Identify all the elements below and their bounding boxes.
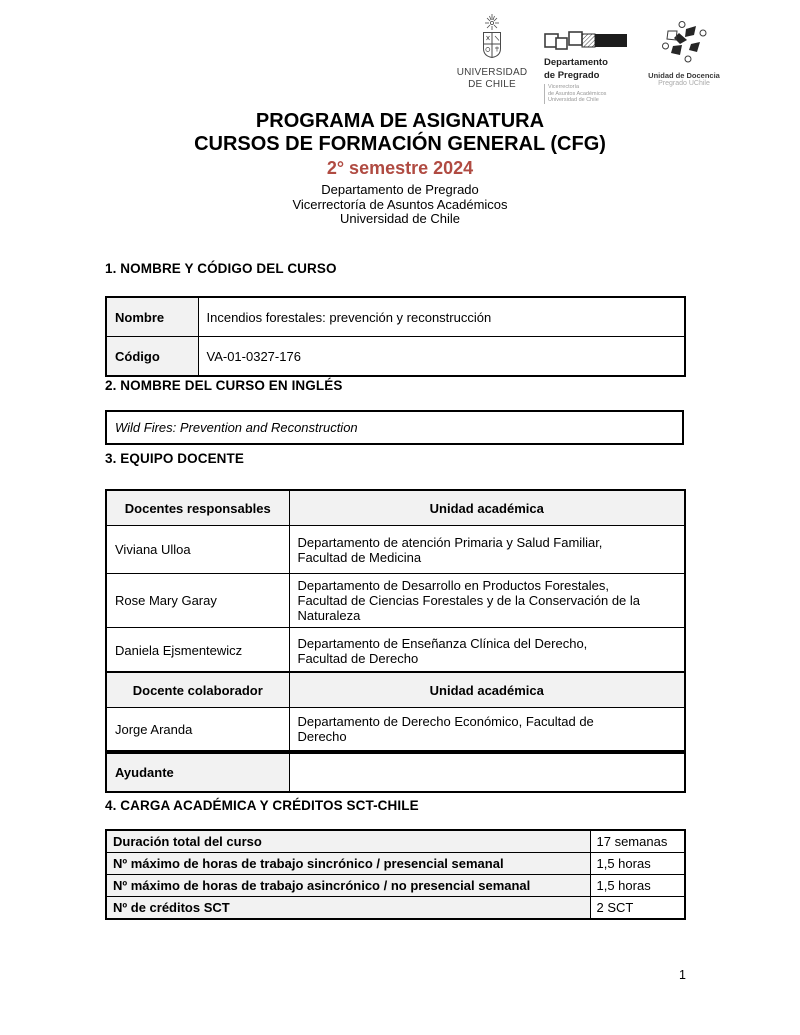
unit-line: Facultad de Medicina	[297, 549, 422, 565]
course-code-label: Código	[106, 337, 198, 377]
pregrado-logo-title-line2: de Pregrado	[544, 69, 600, 81]
course-name-code-table	[105, 296, 686, 377]
async-hours-label: Nº máximo de horas de trabajo asincrónico / no presencial semanal	[106, 875, 590, 897]
subtitle-line3: Universidad de Chile	[340, 211, 460, 226]
teacher-unit	[289, 526, 685, 574]
unit-line: Departamento de atención Primaria y Salud Familiar,	[297, 534, 603, 550]
collaborating-teacher-table	[105, 671, 686, 752]
course-code-value: VA-01-0327-176	[198, 337, 685, 377]
subtitle-line1: Departamento de Pregrado	[321, 182, 479, 197]
course-name-label: Nombre	[106, 297, 198, 337]
course-name-value: Incendios forestales: prevención y reconstrucción	[198, 297, 685, 337]
teacher-unit	[289, 628, 685, 675]
unidad-academica-column-header: Unidad académica	[289, 490, 685, 526]
pregrado-logo-subtext-line1: Vicerrectoría	[548, 84, 580, 90]
ayudante-value	[289, 753, 685, 792]
duration-label: Duración total del curso	[106, 830, 590, 853]
docencia-logo-text-line1: Unidad de Docencia	[648, 71, 720, 80]
pregrado-squares-icon	[544, 31, 628, 51]
teacher-unit	[289, 574, 685, 628]
document-title-line1: PROGRAMA DE ASIGNATURA	[255, 110, 545, 132]
async-hours-value: 1,5 horas	[590, 875, 685, 897]
table-row	[106, 875, 685, 897]
table-row	[106, 897, 685, 920]
responsible-teachers-table	[105, 489, 686, 675]
unidad-docencia-logo	[642, 20, 726, 88]
pregrado-logo-subtext	[544, 84, 630, 104]
english-name-table	[105, 410, 684, 445]
sct-credits-label: Nº de créditos SCT	[106, 897, 590, 920]
table-row	[106, 830, 685, 853]
title-block	[0, 110, 800, 227]
pregrado-logo-subtext-line3: Universidad de Chile	[548, 97, 599, 103]
colaborador-column-header: Docente colaborador	[106, 672, 289, 708]
teacher-unit	[289, 708, 685, 752]
table-row	[106, 337, 685, 377]
unit-line: Departamento de Enseñanza Clínica del Derecho,	[297, 635, 588, 651]
teacher-name: Jorge Aranda	[106, 708, 289, 752]
assistant-table	[105, 752, 686, 793]
table-header-row	[106, 672, 685, 708]
table-row	[106, 574, 685, 628]
table-row	[106, 628, 685, 675]
semester-title: 2° semestre 2024	[326, 158, 474, 178]
table-row	[106, 853, 685, 875]
pregrado-logo-title-line1: Departamento	[544, 57, 608, 68]
uchile-logo-text-line1: UNIVERSIDAD	[456, 67, 528, 78]
duration-value: 17 semanas	[590, 830, 685, 853]
teacher-name: Daniela Ejsmentewicz	[106, 628, 289, 675]
docencia-logo-text-line2: Pregrado UChile	[658, 80, 710, 87]
english-name-value: Wild Fires: Prevention and Reconstruction	[106, 411, 683, 444]
table-header-row	[106, 490, 685, 526]
responsables-column-header: Docentes responsables	[106, 490, 289, 526]
table-row	[106, 526, 685, 574]
page-number: 1	[679, 968, 686, 982]
sync-hours-value: 1,5 horas	[590, 853, 685, 875]
universidad-de-chile-logo	[452, 13, 532, 90]
subtitle-line2: Vicerrectoría de Asuntos Académicos	[292, 196, 508, 212]
unit-line: Derecho	[297, 729, 347, 744]
section2-heading: 2. NOMBRE DEL CURSO EN INGLÉS	[105, 378, 343, 393]
sync-hours-label: Nº máximo de horas de trabajo sincrónico / presencial semanal	[106, 853, 590, 875]
docencia-pinwheel-icon	[659, 20, 709, 64]
unit-line: Naturaleza	[297, 608, 361, 623]
academic-load-table	[105, 829, 686, 920]
ayudante-label: Ayudante	[106, 753, 289, 792]
unidad-academica-column-header: Unidad académica	[289, 672, 685, 708]
header-logos	[452, 13, 726, 104]
table-row	[106, 753, 685, 792]
sct-credits-value: 2 SCT	[590, 897, 685, 920]
table-row	[106, 708, 685, 752]
uchile-logo-text-line2: DE CHILE	[468, 79, 516, 90]
section4-heading: 4. CARGA ACADÉMICA Y CRÉDITOS SCT-CHILE	[105, 798, 419, 813]
section3-heading: 3. EQUIPO DOCENTE	[105, 451, 244, 466]
document-title-line2: CURSOS DE FORMACIÓN GENERAL (CFG)	[194, 133, 606, 155]
unit-line: Departamento de Desarrollo en Productos Forestales,	[297, 578, 609, 593]
unit-line: Departamento de Derecho Económico, Facultad de	[297, 714, 594, 729]
teacher-name: Viviana Ulloa	[106, 526, 289, 574]
section1-heading: 1. NOMBRE Y CÓDIGO DEL CURSO	[105, 261, 337, 276]
unit-line: Facultad de Derecho	[297, 650, 419, 666]
uchile-crest-icon	[470, 13, 514, 61]
table-row	[106, 411, 683, 444]
table-row	[106, 297, 685, 337]
teacher-name: Rose Mary Garay	[106, 574, 289, 628]
pregrado-logo-subtext-line2: de Asuntos Académicos	[548, 90, 607, 97]
unit-line: Facultad de Ciencias Forestales y de la Conservación de la	[297, 593, 641, 608]
departamento-pregrado-logo	[544, 31, 630, 104]
